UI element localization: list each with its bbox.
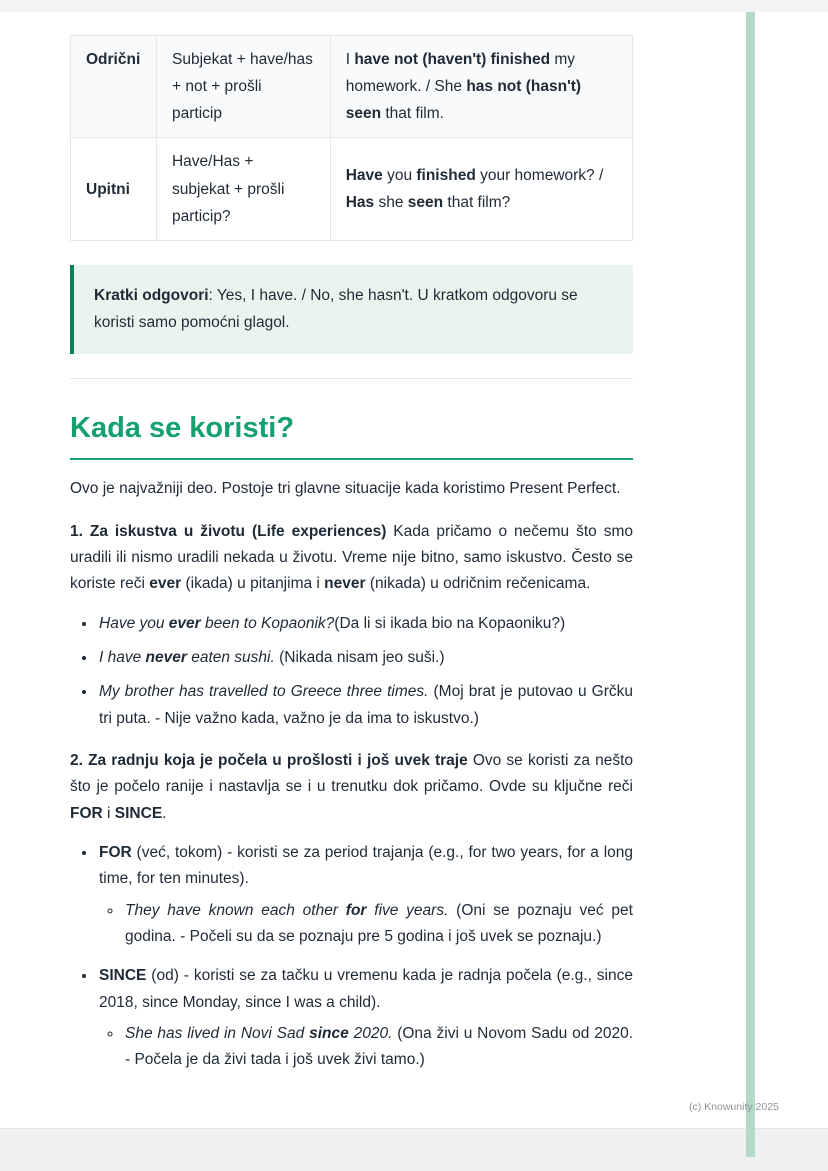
for-since-list [70, 840, 633, 1074]
table-row-odricni [71, 36, 633, 138]
example-item: • Have you ever been to Kopaonik?(Da li si ikada bio na Kopaoniku?) [97, 611, 633, 637]
for-item-text: FOR (već, tokom) - koristi se za period trajanja (e.g., for two years, for a long time, for ten minutes). [99, 844, 633, 888]
grammar-forms-table [70, 35, 633, 241]
form-example-cell: Have you finished your homework? / Has she seen that film? [330, 138, 632, 240]
since-example-sublist [99, 1021, 633, 1074]
form-label-cell: Upitni [71, 138, 157, 240]
for-item [97, 840, 633, 950]
since-item-text: SINCE (od) - koristi se za tačku u vremenu kada je radnja počela (e.g., since 2018, since Monday, since I was a child). [99, 967, 633, 1011]
intro-paragraph: Ovo je najvažniji deo. Postoje tri glavne situacije kada koristimo Present Perfect. [70, 480, 621, 498]
form-structure-cell: Have/Has + subjekat + prošli particip? [156, 138, 330, 240]
since-item [97, 963, 633, 1073]
since-example-item: ◦ She has lived in Novi Sad since 2020. (Ona živi u Novom Sadu od 2020. - Počela je da živi tada i još uvek živi tamo.) [123, 1021, 633, 1074]
example-item: • I have never eaten sushi. (Nikada nisam jeo suši.) [97, 645, 633, 671]
for-example-sublist [99, 898, 633, 951]
short-answers-callout [70, 265, 633, 354]
form-example-cell: I have not (haven't) finished my homework. / She has not (hasn't) seen that film. [330, 36, 632, 138]
example-item: • My brother has travelled to Greece three times. (Moj brat je putovao u Grčku tri puta. - Nije važno kada, važno je da ima to iskustvo.) [97, 679, 633, 732]
life-experience-examples-list [70, 611, 633, 732]
bottom-page-margin [0, 1128, 828, 1171]
use-case-2-paragraph: 2. Za radnju koja je počela u prošlosti i još uvek traje Ovo se koristi za nešto što je počelo ranije i nastavlja se i u trenutku dok pričamo. Ovde su ključne reči FOR i SINCE. [70, 752, 634, 822]
callout-text: Kratki odgovori: Yes, I have. / No, she hasn't. U kratkom odgovoru se koristi samo pomoćni glagol. [94, 286, 578, 332]
right-accent-stripe [746, 12, 755, 1157]
document-content [70, 35, 633, 1087]
copyright-watermark: (c) Knowunity 2025 [689, 1101, 779, 1113]
for-example-item: ◦ They have known each other for five years. (Oni se poznaju već pet godina. - Počeli su da se poznaju pre 5 godina i još uvek se poznaju.) [123, 898, 633, 951]
use-case-1-paragraph: 1. Za iskustva u životu (Life experiences) Kada pričamo o nečemu što smo uradili ili nismo uradili nekada u životu. Vreme nije bitno, samo iskustvo. Često se koriste reči ever (ikada) u pitanjima i never (nikada) u odričnim rečenicama. [70, 522, 633, 593]
section-heading: Kada se koristi? [70, 412, 633, 460]
top-page-margin [0, 0, 828, 12]
table-row-upitni [71, 138, 633, 240]
form-structure-cell: Subjekat + have/has + not + prošli particip [156, 36, 330, 138]
form-label-cell: Odrični [71, 36, 157, 138]
section-divider [70, 378, 633, 379]
